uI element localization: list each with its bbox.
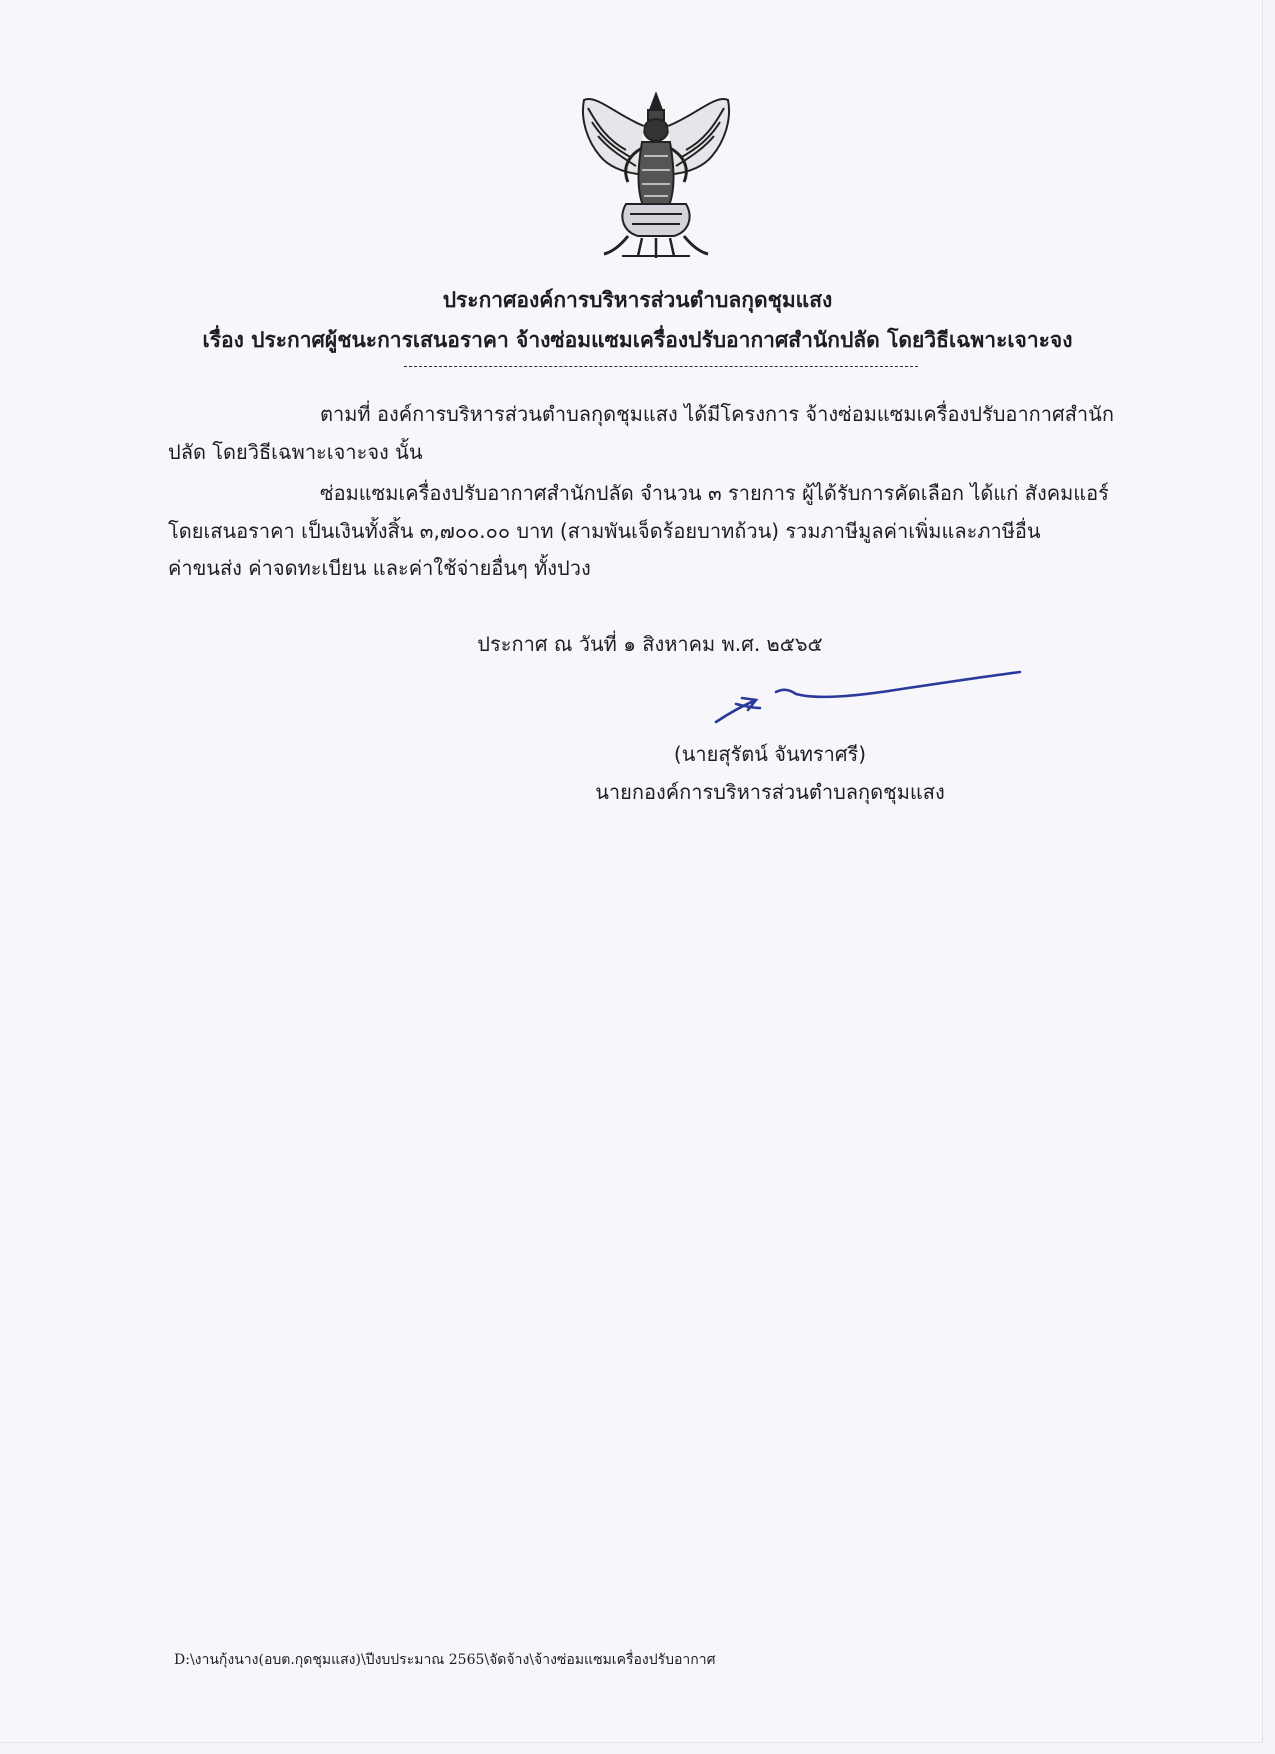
signatory-position: นายกองค์การบริหารส่วนตำบลกุดชุมแสง: [595, 780, 945, 804]
paragraph-1-line-1: ตามที่ องค์การบริหารส่วนตำบลกุดชุมแสง ได้มีโครงการ จ้างซ่อมแซมเครื่องปรับอากาศสำนัก: [320, 402, 1114, 426]
divider: [404, 366, 918, 367]
signatory-name: (นายสุรัตน์ จันทราศรี): [673, 742, 867, 766]
announcement-title: ประกาศองค์การบริหารส่วนตำบลกุดชุมแสง: [442, 288, 833, 312]
paragraph-2-line-2: โดยเสนอราคา เป็นเงินทั้งสิ้น ๓,๗๐๐.๐๐ บาท (สามพันเจ็ดร้อยบาทถ้วน) รวมภาษีมูลค่าเพิ่มและภาษีอื่น: [168, 519, 1041, 543]
file-path-footer: D:\งานกุ้งนาง(อบต.กุดชุมแสง)\ปีงบประมาณ 2565\จัดจ้าง\จ้างซ่อมแซมเครื่องปรับอากาศ: [174, 1652, 716, 1668]
paragraph-2-line-3: ค่าขนส่ง ค่าจดทะเบียน และค่าใช้จ่ายอื่นๆ ทั้งปวง: [168, 556, 591, 580]
paragraph-2-line-1: ซ่อมแซมเครื่องปรับอากาศสำนักปลัด จำนวน ๓ รายการ ผู้ได้รับการคัดเลือก ได้แก่ สังคมแอร์: [320, 481, 1109, 505]
announcement-date: ประกาศ ณ วันที่ ๑ สิงหาคม พ.ศ. ๒๕๖๕: [477, 632, 823, 656]
announcement-subject: เรื่อง ประกาศผู้ชนะการเสนอราคา จ้างซ่อมแซมเครื่องปรับอากาศสำนักปลัด โดยวิธีเฉพาะเจาะจง: [202, 328, 1073, 352]
paragraph-1-line-2: ปลัด โดยวิธีเฉพาะเจาะจง นั้น: [168, 440, 423, 464]
garuda-emblem-icon: [578, 86, 734, 260]
handwritten-signature: [708, 664, 1024, 726]
